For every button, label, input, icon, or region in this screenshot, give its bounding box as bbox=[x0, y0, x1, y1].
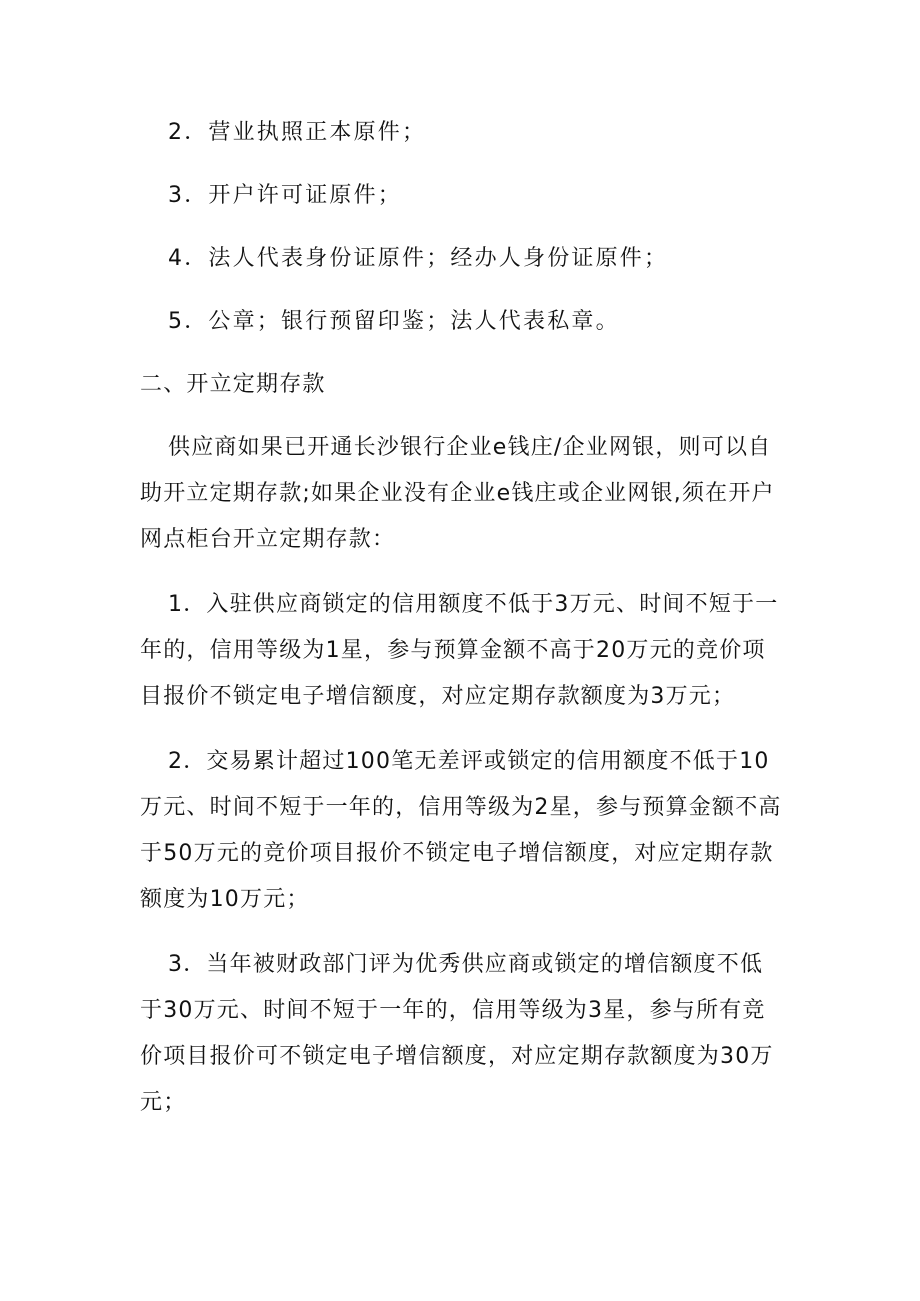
item1-line-1: 1．入驻供应商锁定的信用额度不低于3万元、时间不短于一 bbox=[168, 592, 779, 617]
item3-line-4: 元； bbox=[140, 1090, 187, 1115]
item3-line-2: 于30万元、时间不短于一年的，信用等级为3星，参与所有竞 bbox=[140, 998, 766, 1023]
intro-line-2: 助开立定期存款;如果企业没有企业e钱庄或企业网银,须在开户 bbox=[140, 481, 775, 506]
list-item-business-license: 2．营业执照正本原件； bbox=[168, 120, 427, 145]
item2-line-2: 万元、时间不短于一年的，信用等级为2星，参与预算金额不高 bbox=[140, 795, 782, 820]
section-heading: 二、开立定期存款 bbox=[140, 372, 326, 397]
list-item-id-cards: 4．法人代表身份证原件；经办人身份证原件； bbox=[168, 246, 669, 271]
list-item-account-permit: 3．开户许可证原件； bbox=[168, 183, 402, 208]
item2-line-1: 2．交易累计超过100笔无差评或锁定的信用额度不低于10 bbox=[168, 749, 770, 774]
item2-line-4: 额度为10万元； bbox=[140, 887, 310, 912]
item2-line-3: 于50万元的竞价项目报价不锁定电子增信额度，对应定期存款 bbox=[140, 841, 774, 866]
item1-line-3: 目报价不锁定电子增信额度，对应定期存款额度为3万元； bbox=[140, 684, 736, 709]
intro-line-1: 供应商如果已开通长沙银行企业e钱庄/企业网银，则可以自 bbox=[168, 435, 772, 460]
item3-line-1: 3．当年被财政部门评为优秀供应商或锁定的增信额度不低 bbox=[168, 952, 764, 977]
list-item-seals: 5．公章；银行预留印鉴；法人代表私章。 bbox=[168, 309, 620, 334]
item1-line-2: 年的，信用等级为1星，参与预算金额不高于20万元的竞价项 bbox=[140, 638, 766, 663]
intro-line-3: 网点柜台开立定期存款： bbox=[140, 527, 396, 552]
item3-line-3: 价项目报价可不锁定电子增信额度，对应定期存款额度为30万 bbox=[140, 1044, 774, 1069]
